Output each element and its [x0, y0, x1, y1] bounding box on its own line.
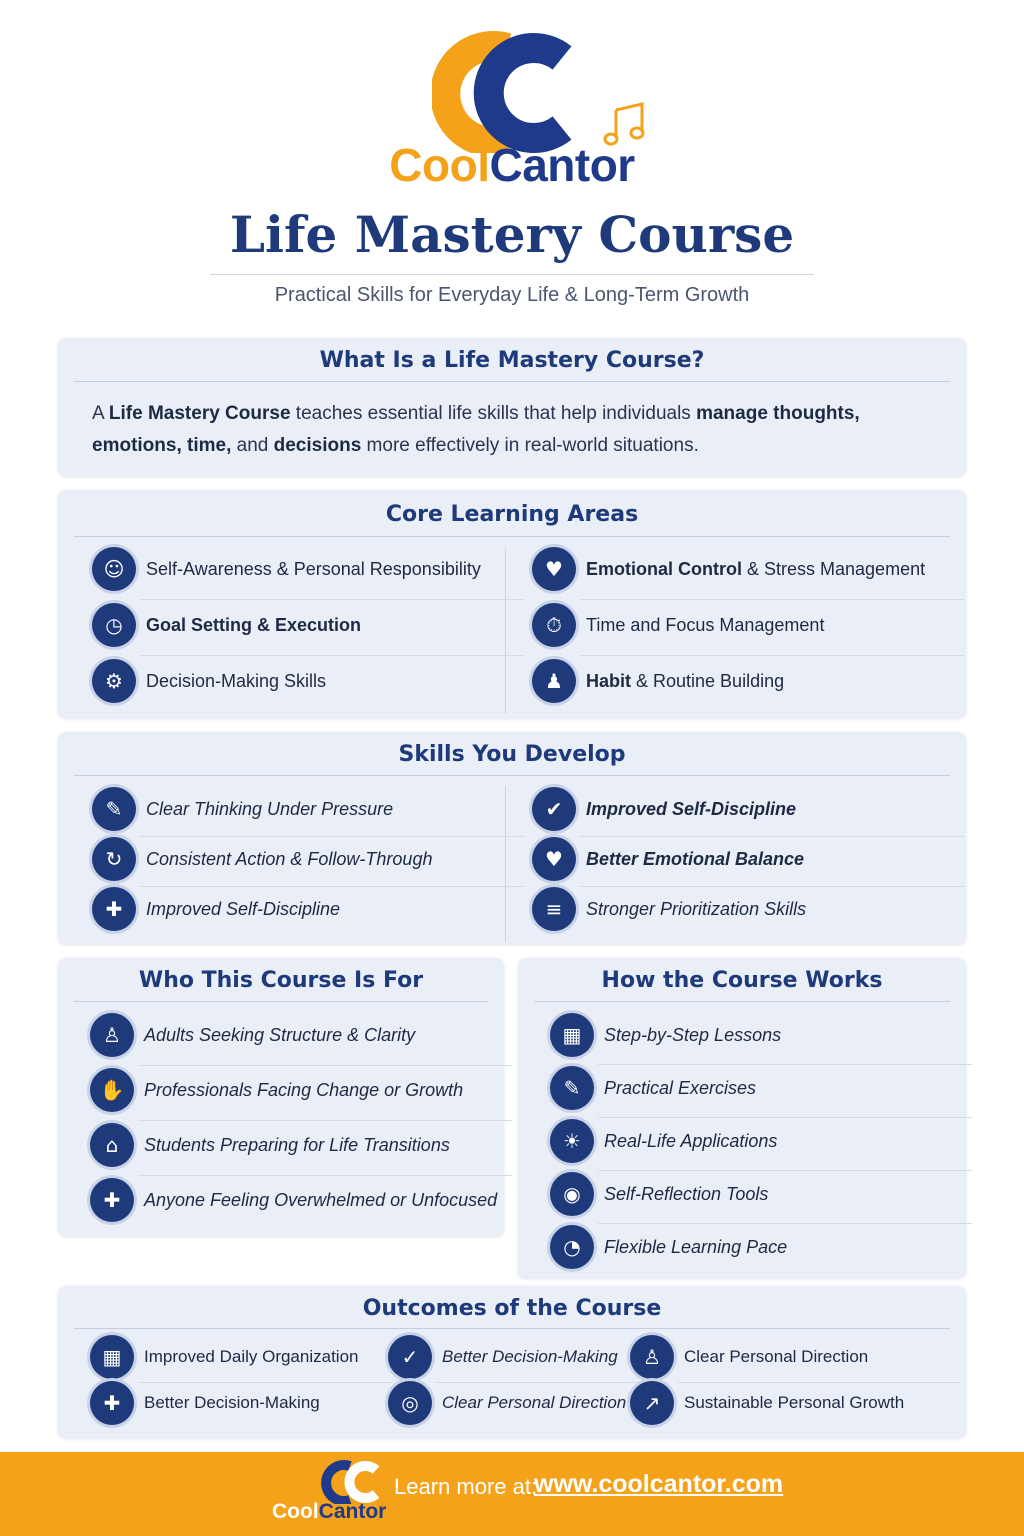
- handshake-icon: ✋: [90, 1068, 134, 1112]
- list-item-label: Self-Awareness & Personal Responsibility: [146, 558, 481, 579]
- outcomes-panel: [58, 1286, 966, 1438]
- list-item-label: Flexible Learning Pace: [604, 1236, 788, 1257]
- list-item: [92, 834, 432, 884]
- list-item-label: [586, 671, 784, 692]
- logo-icon: [432, 28, 582, 153]
- stopwatch-icon: ⏱: [532, 603, 576, 647]
- list-item: [550, 1063, 756, 1113]
- title-divider: [210, 274, 814, 275]
- skills-heading: Skills You Develop: [398, 742, 626, 767]
- list-item-label: Improved Self-Discipline: [586, 798, 797, 819]
- list-item-label: Improved Daily Organization: [144, 1347, 359, 1366]
- list-item-label: Adults Seeking Structure & Clarity: [144, 1024, 416, 1045]
- skills-rule: [74, 775, 950, 776]
- core-column-divider: [505, 548, 506, 714]
- list-item-label: Clear Thinking Under Pressure: [146, 798, 394, 819]
- intro-text-segment: decisions: [273, 435, 362, 456]
- list-item: [550, 1169, 768, 1219]
- list-item-label: [586, 559, 925, 580]
- footer-logo-icon: [316, 1460, 384, 1504]
- list-item: [388, 1332, 618, 1382]
- core-heading: Core Learning Areas: [385, 502, 639, 527]
- page-subtitle: Practical Skills for Everyday Life & Long-Term Growth: [274, 284, 750, 306]
- footer-brand-name: [272, 1500, 386, 1524]
- list-item-label: Real-Life Applications: [604, 1130, 778, 1151]
- footer-brand-part2: Cantor: [318, 1500, 387, 1523]
- who-rule: [74, 1001, 488, 1002]
- who-heading: Who This Course Is For: [138, 968, 424, 993]
- header: [0, 0, 1024, 330]
- list-item-label: Decision-Making Skills: [146, 670, 327, 691]
- skills-panel: [58, 732, 966, 944]
- list-item: [92, 784, 393, 834]
- list-item-label: Practical Exercises: [604, 1077, 757, 1098]
- head-icon: ☺: [92, 547, 136, 591]
- list-item: [532, 544, 925, 594]
- list-item-label: Step-by-Step Lessons: [604, 1024, 782, 1045]
- page-title: Life Mastery Course: [229, 205, 795, 264]
- how-heading: How the Course Works: [601, 968, 883, 993]
- brand-name: [0, 138, 1024, 192]
- list-item-label-bold: Habit: [586, 670, 631, 691]
- skills-column-divider: [505, 786, 506, 942]
- how-panel: [518, 958, 966, 1278]
- list-item-label: Goal Setting & Execution: [146, 614, 362, 635]
- list-item-label: Better Decision-Making: [144, 1393, 320, 1412]
- list-item: [532, 884, 806, 934]
- intro-text-segment: teaches essential life skills that help individuals: [290, 403, 697, 424]
- heart-icon: ♥: [532, 837, 576, 881]
- sun-icon: ☀: [550, 1119, 594, 1163]
- footer-text: Learn more at:: [394, 1474, 538, 1499]
- person-plus-icon: ✚: [92, 887, 136, 931]
- person-plus-icon: ✚: [90, 1381, 134, 1425]
- list-item: [550, 1116, 777, 1166]
- list-item-label: Better Decision-Making: [442, 1347, 618, 1366]
- list-item-label: Improved Self-Discipline: [146, 898, 341, 919]
- growth-chart-icon: ↗: [630, 1381, 674, 1425]
- list-item: [550, 1222, 787, 1272]
- graduation-cap-icon: ⌂: [90, 1123, 134, 1167]
- list-item-label: Consistent Action & Follow-Through: [146, 848, 433, 869]
- gauge-icon: ◔: [550, 1225, 594, 1269]
- outcomes-rule: [74, 1328, 950, 1329]
- list-item-label: Sustainable Personal Growth: [684, 1393, 905, 1412]
- list-item: [532, 784, 796, 834]
- list-item: [90, 1332, 358, 1382]
- list-item-label: Clear Personal Direction: [684, 1347, 869, 1366]
- intro-text-segment: more effectively in real-world situations.: [361, 435, 699, 456]
- list-item: [92, 656, 326, 706]
- person-icon: ♙: [630, 1335, 674, 1379]
- list-item: [532, 656, 784, 706]
- list-item-label: Better Emotional Balance: [586, 848, 805, 869]
- how-rule: [534, 1001, 950, 1002]
- outcomes-heading: Outcomes of the Course: [362, 1296, 662, 1321]
- stack-icon: ≡: [532, 887, 576, 931]
- intro-text-segment: manage thoughts, emotions, time,: [92, 403, 860, 456]
- list-item-label-rest: & Stress Management: [742, 558, 926, 579]
- list-item: [532, 834, 804, 884]
- list-item: [90, 1120, 450, 1170]
- who-panel: [58, 958, 504, 1236]
- list-item-label-bold: Emotional Control: [586, 558, 742, 579]
- intro-text-segment: Life Mastery Course: [108, 403, 291, 424]
- list-item: [630, 1378, 904, 1428]
- list-item: [532, 600, 824, 650]
- website-link[interactable]: www.coolcantor.com: [534, 1470, 784, 1498]
- core-rule: [74, 536, 950, 537]
- list-item: [90, 1175, 497, 1225]
- list-item: [90, 1010, 415, 1060]
- target-check-icon: ✔: [532, 787, 576, 831]
- brand-name-part1: Cool: [389, 139, 490, 191]
- list-item-label: [586, 615, 824, 636]
- list-item-label: Self-Reflection Tools: [604, 1183, 769, 1204]
- brand-name-part2: Cantor: [489, 139, 635, 191]
- person-plus-icon: ✚: [90, 1178, 134, 1222]
- intro-text-segment: A: [92, 403, 109, 424]
- list-item-label: Anyone Feeling Overwhelmed or Unfocused: [144, 1189, 498, 1210]
- list-item-label: Stronger Prioritization Skills: [586, 898, 807, 919]
- intro-heading: What Is a Life Mastery Course?: [319, 348, 705, 373]
- target-icon: ◎: [388, 1381, 432, 1425]
- gear-icon: ⚙: [92, 659, 136, 703]
- list-item-label: Students Preparing for Life Transitions: [144, 1134, 450, 1155]
- list-item: [92, 884, 340, 934]
- intro-rule: [74, 381, 950, 382]
- list-item: [90, 1378, 320, 1428]
- list-item-label: Professionals Facing Change or Growth: [144, 1079, 464, 1100]
- check-curve-icon: ✓: [388, 1335, 432, 1379]
- speech-bubble-icon: ✎: [92, 787, 136, 831]
- list-item: [92, 600, 361, 650]
- list-item: [630, 1332, 868, 1382]
- footer-brand-part1: Cool: [272, 1500, 319, 1523]
- pencil-icon: ✎: [550, 1066, 594, 1110]
- person-icon: ♙: [90, 1013, 134, 1057]
- routine-icon: ♟: [532, 659, 576, 703]
- list-item: [388, 1378, 626, 1428]
- list-item: [92, 544, 481, 594]
- clock-icon: ◷: [92, 603, 136, 647]
- list-item-label: Clear Personal Direction: [442, 1393, 627, 1412]
- list-item-label-rest: Time and Focus Management: [586, 614, 825, 635]
- intro-panel: [58, 338, 966, 476]
- list-item: [90, 1065, 463, 1115]
- calendar-icon: ▦: [90, 1335, 134, 1379]
- list-item-label-rest: & Routine Building: [631, 670, 785, 691]
- list-item: [550, 1010, 781, 1060]
- calendar-icon: ▦: [550, 1013, 594, 1057]
- footer: [0, 1452, 1024, 1536]
- core-learning-panel: [58, 490, 966, 718]
- intro-text-segment: and: [231, 435, 274, 456]
- heart-icon: ♥: [532, 547, 576, 591]
- refresh-icon: ↻: [92, 837, 136, 881]
- reflection-icon: ◉: [550, 1172, 594, 1216]
- intro-text: [92, 398, 952, 462]
